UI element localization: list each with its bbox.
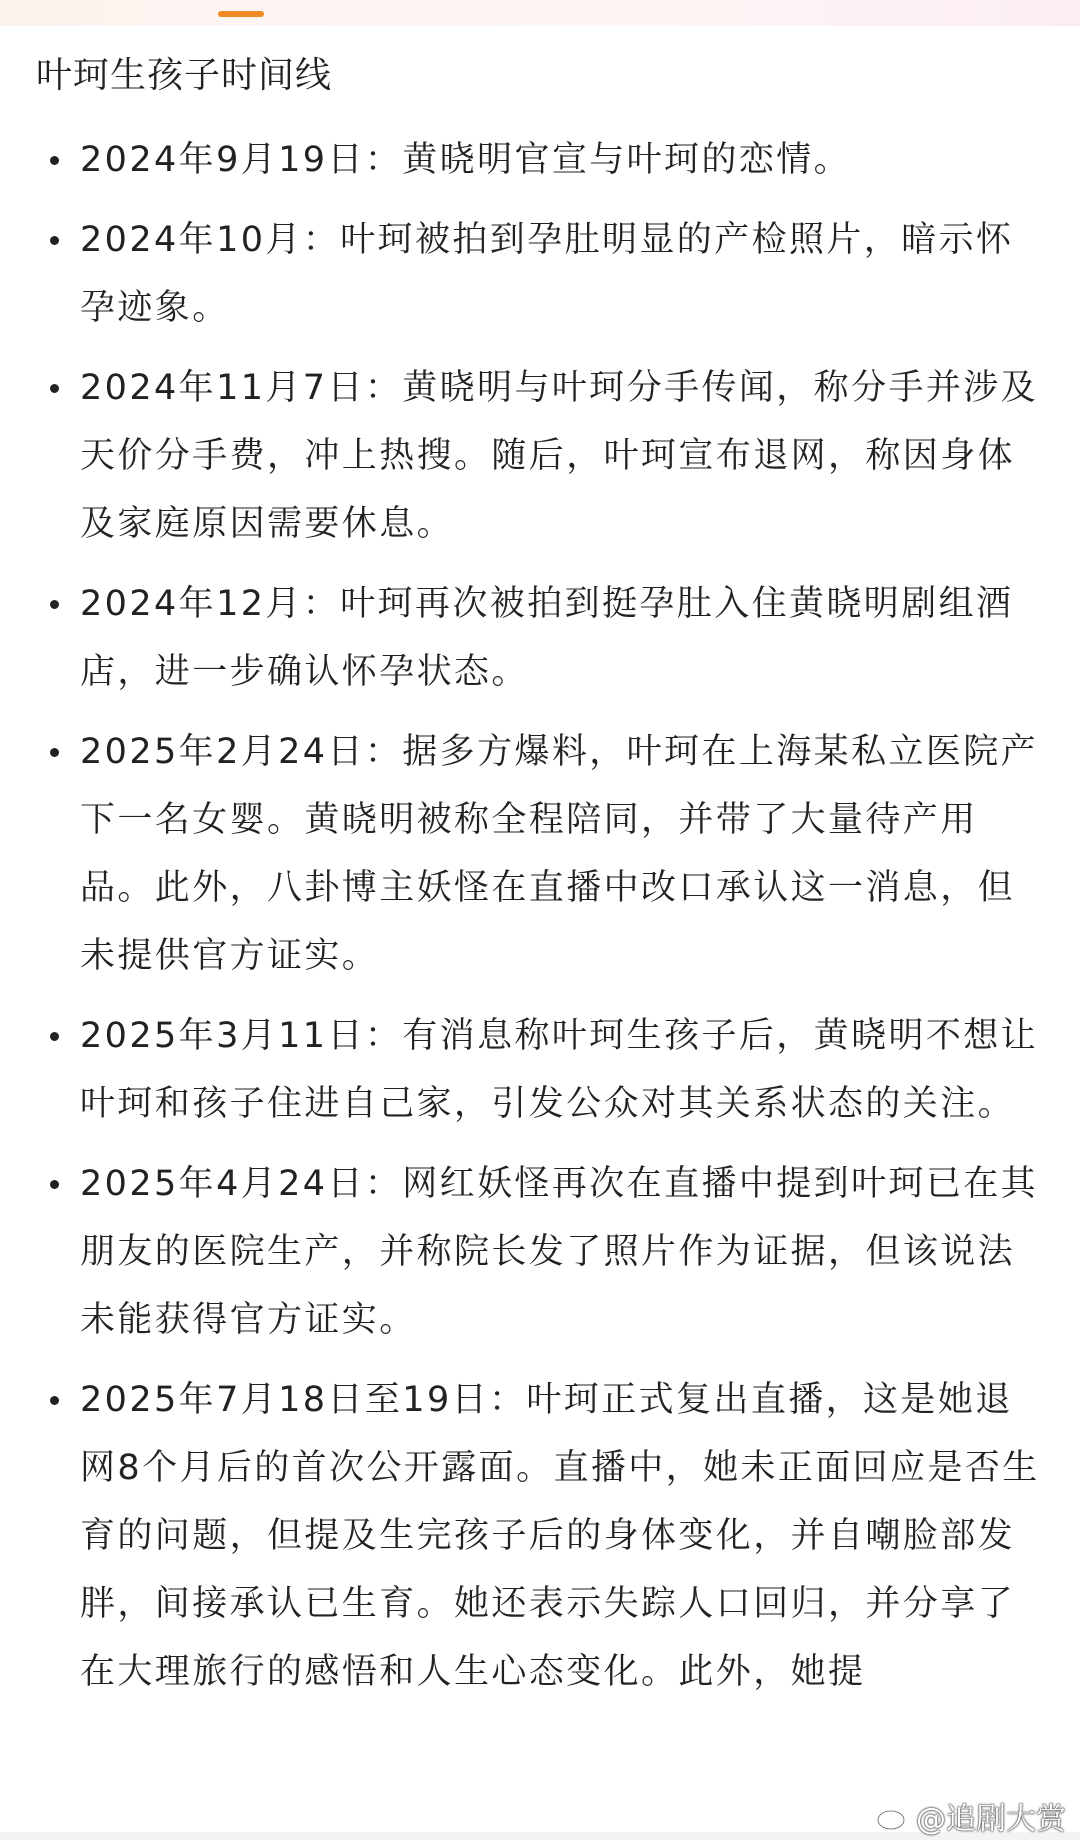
bullet-icon [50,748,59,757]
timeline-item-text: 2025年4月24日：网红妖怪再次在直播中提到叶珂已在其朋友的医院生产，并称院长发了照片作为证据，但该说法未能获得官方证实。 [80,1164,1039,1340]
timeline-item [0,1002,1080,1138]
timeline-item [0,126,1080,194]
timeline-item [0,1366,1080,1706]
bullet-icon [50,1032,59,1041]
post-title: 叶珂生孩子时间线 [36,55,333,96]
timeline-item-text: 2024年12月：叶珂再次被拍到挺孕肚入住黄晓明剧组酒店，进一步确认怀孕状态。 [80,584,1014,692]
bullet-icon [50,384,59,393]
watermark [876,1794,1066,1838]
timeline-item [0,354,1080,558]
timeline-list [0,126,1080,1718]
top-bar [0,0,1080,26]
active-tab-indicator [218,11,264,17]
bullet-icon [50,600,59,609]
timeline-item-text: 2024年10月：叶珂被拍到孕肚明显的产检照片，暗示怀孕迹象。 [80,220,1014,328]
timeline-item [0,1150,1080,1354]
watermark-text: @追剧大赏 [916,1802,1066,1837]
timeline-item [0,570,1080,706]
timeline-item-text: 2025年2月24日：据多方爆料，叶珂在上海某私立医院产下一名女婴。黄晓明被称全程陪同，并带了大量待产用品。此外，八卦博主妖怪在直播中改口承认这一消息，但未提供官方证实。 [80,732,1039,976]
timeline-item [0,206,1080,342]
timeline-item-text: 2025年3月11日：有消息称叶珂生孩子后，黄晓明不想让叶珂和孩子住进自己家，引发公众对其关系状态的关注。 [80,1016,1039,1124]
bullet-icon [50,236,59,245]
post-content [0,26,1080,1840]
bullet-icon [50,156,59,165]
bullet-icon [50,1396,59,1405]
timeline-item-text: 2024年9月19日：黄晓明官宣与叶珂的恋情。 [80,140,852,180]
timeline-item-text: 2024年11月7日：黄晓明与叶珂分手传闻，称分手并涉及天价分手费，冲上热搜。随后，叶珂宣布退网，称因身体及家庭原因需要休息。 [80,368,1039,544]
timeline-item-text: 2025年7月18日至19日：叶珂正式复出直播，这是她退网8个月后的首次公开露面。直播中，她未正面回应是否生育的问题，但提及生完孩子后的身体变化，并自嘲脸部发胖，间接承认已生育。她还表示失踪人口回归，并分享了在大理旅行的感悟和人生心态变化。此外，她提 [80,1380,1040,1692]
weibo-icon [876,1801,910,1831]
bullet-icon [50,1180,59,1189]
timeline-item [0,718,1080,990]
